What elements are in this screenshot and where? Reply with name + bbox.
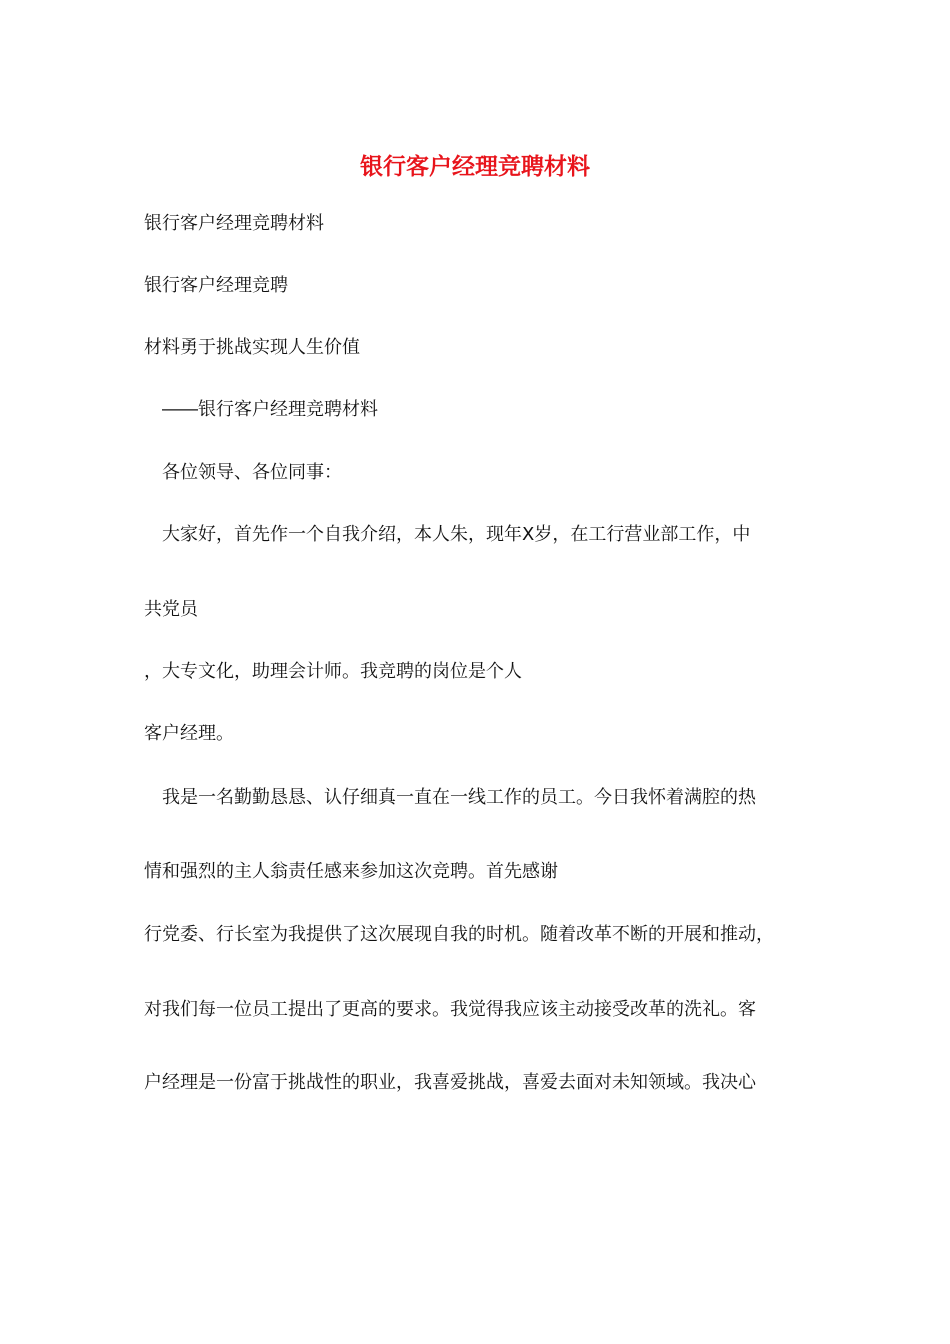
paragraph-line: 大家好，首先作一个自我介绍，本人朱，现年X岁，在工行营业部工作，中 xyxy=(162,524,751,545)
paragraph-line: 客户经理。 xyxy=(144,723,234,744)
paragraph-line: 对我们每一位员工提出了更高的要求。我觉得我应该主动接受改革的洗礼。客 xyxy=(144,999,756,1020)
paragraph-line: 各位领导、各位同事： xyxy=(162,462,342,483)
paragraph-line: 银行客户经理竞聘 xyxy=(144,275,288,296)
paragraph-line: 情和强烈的主人翁责任感来参加这次竞聘。首先感谢 xyxy=(144,861,558,882)
paragraph-line: 我是一名勤勤恳恳、认仔细真一直在一线工作的员工。今日我怀着满腔的热 xyxy=(162,787,756,808)
paragraph-line: 户经理是一份富于挑战性的职业，我喜爱挑战，喜爱去面对未知领域。我决心 xyxy=(144,1072,756,1093)
paragraph-line: 银行客户经理竞聘材料 xyxy=(144,213,324,234)
paragraph-line: 行党委、行长室为我提供了这次展现自我的时机。随着改革不断的开展和推动， xyxy=(144,924,774,945)
document-title: 银行客户经理竞聘材料 xyxy=(360,153,590,180)
paragraph-line: ，大专文化，助理会计师。我竞聘的岗位是个人 xyxy=(144,661,522,682)
paragraph-line: 共党员 xyxy=(144,599,198,620)
paragraph-line: 材料勇于挑战实现人生价值 xyxy=(144,337,360,358)
paragraph-line: ――银行客户经理竞聘材料 xyxy=(162,399,378,420)
